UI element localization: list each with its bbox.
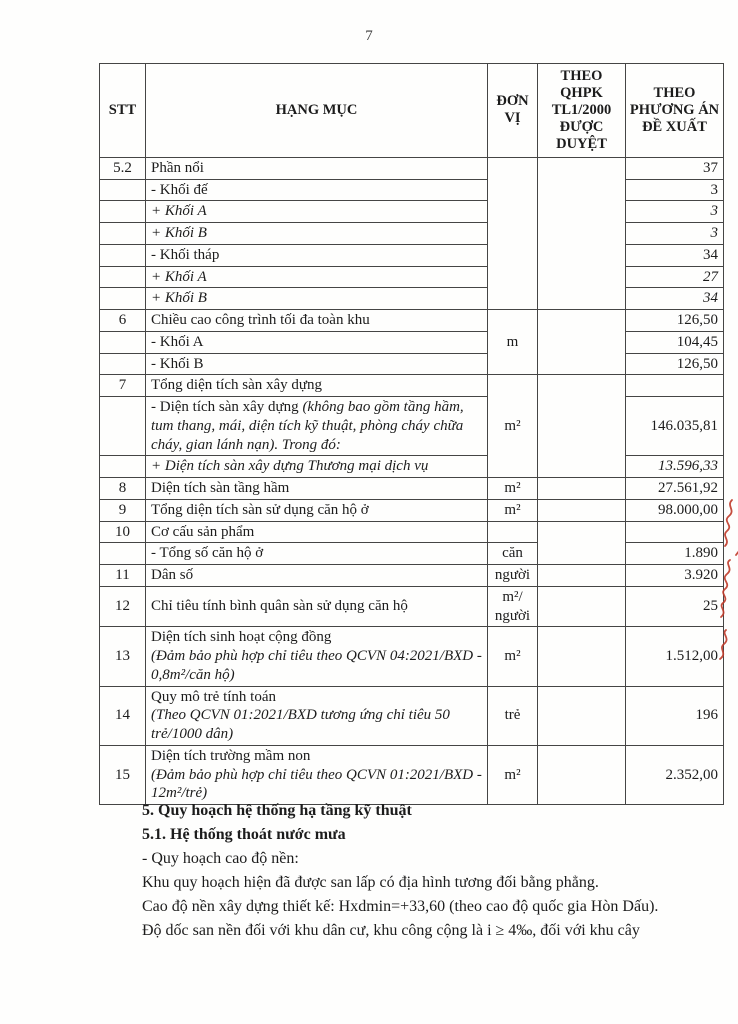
item-name-cell — [146, 375, 488, 397]
item-note-text: (không bao gồm tầng hầm, tum thang, mái, diện tích kỹ thuật, phòng cháy chữa cháy, gian lánh nạn). Trong đó: — [151, 399, 464, 453]
proposed-value-cell: 34 — [626, 288, 724, 310]
column-header-qhpk: THEO QHPK TL1/2000 ĐƯỢC DUYỆT — [538, 64, 626, 158]
table-row — [100, 745, 724, 804]
stt-cell — [100, 266, 146, 288]
proposed-value-cell — [626, 375, 724, 397]
approved-value-cell — [538, 565, 626, 587]
page-number: 7 — [365, 28, 373, 44]
item-note-text: (Đảm bảo phù hợp chỉ tiêu theo QCVN 01:2021/BXD - 12m²/trẻ) — [151, 766, 482, 802]
proposed-value-cell: 3.920 — [626, 565, 724, 587]
proposed-value-cell: 146.035,81 — [626, 397, 724, 456]
item-name-text: + Khối A — [151, 203, 207, 220]
item-name-cell — [146, 478, 488, 500]
unit-cell: m²/ người — [488, 586, 538, 627]
table-row — [100, 157, 724, 179]
red-ink-annotation — [705, 497, 738, 665]
table-row — [100, 288, 724, 310]
stt-cell: 13 — [100, 627, 146, 686]
paragraph: Cao độ nền xây dựng thiết kế: Hxdmin=+33,60 (theo cao độ quốc gia Hòn Dấu). — [142, 898, 659, 915]
item-name-text: + Khối B — [151, 290, 207, 307]
item-name-cell — [146, 456, 488, 478]
item-name-text: Diện tích sàn tầng hầm — [151, 480, 290, 497]
item-name-cell — [146, 397, 488, 456]
table-row — [100, 627, 724, 686]
stt-cell — [100, 397, 146, 456]
proposed-value-cell: 3 — [626, 179, 724, 201]
proposed-value-cell: 25 — [626, 586, 724, 627]
column-header-phuong-an: THEO PHƯƠNG ÁN ĐỀ XUẤT — [626, 64, 724, 158]
item-name-cell — [146, 586, 488, 627]
item-name-text: Tổng diện tích sàn sử dụng căn hộ ở — [151, 501, 369, 518]
approved-value-cell — [538, 586, 626, 627]
red-ink-strokes — [720, 500, 738, 659]
stt-cell: 9 — [100, 499, 146, 521]
item-name-text: - Khối tháp — [151, 246, 220, 263]
item-name-text: + Diện tích sàn xây dựng Thương mại dịch vụ — [151, 458, 429, 475]
approved-value-cell — [538, 157, 626, 309]
item-name-text: - Khối A — [151, 333, 204, 350]
table-row — [100, 179, 724, 201]
paragraph: Khu quy hoạch hiện đã được san lấp có địa hình tương đối bằng phẳng. — [142, 874, 599, 891]
table-row — [100, 456, 724, 478]
item-note-text: (Theo QCVN 01:2021/BXD tương ứng chỉ tiêu 50 trẻ/1000 dân) — [151, 707, 450, 743]
stt-cell — [100, 456, 146, 478]
item-name-text: Diện tích trường mầm non — [151, 747, 311, 764]
stt-cell: 14 — [100, 686, 146, 745]
item-name-text: Chỉ tiêu tính bình quân sàn sử dụng căn hộ — [151, 598, 408, 615]
item-name-text: - Khối đế — [151, 181, 208, 198]
proposed-value-cell: 104,45 — [626, 331, 724, 353]
stt-cell — [100, 179, 146, 201]
stt-cell: 15 — [100, 745, 146, 804]
column-header-hang-muc: HẠNG MỤC — [146, 64, 488, 158]
section-heading-5: 5. Quy hoạch hệ thống hạ tầng kỹ thuật — [142, 802, 412, 819]
unit-cell: m² — [488, 478, 538, 500]
proposed-value-cell: 34 — [626, 244, 724, 266]
stt-cell: 12 — [100, 586, 146, 627]
unit-cell: m² — [488, 499, 538, 521]
section-heading-5-1: 5.1. Hệ thống thoát nước mưa — [142, 826, 346, 843]
proposed-value-cell: 37 — [626, 157, 724, 179]
planning-indicators-table — [99, 63, 724, 805]
item-name-cell — [146, 266, 488, 288]
stt-cell — [100, 223, 146, 245]
table-row — [100, 266, 724, 288]
item-name-cell — [146, 331, 488, 353]
proposed-value-cell: 27 — [626, 266, 724, 288]
proposed-value-cell: 13.596,33 — [626, 456, 724, 478]
item-name-text: - Tổng số căn hộ ở — [151, 545, 264, 562]
table-row — [100, 201, 724, 223]
item-name-cell — [146, 565, 488, 587]
unit-cell: người — [488, 565, 538, 587]
proposed-value-cell: 126,50 — [626, 310, 724, 332]
paragraph: - Quy hoạch cao độ nền: — [142, 850, 299, 867]
proposed-value-cell: 98.000,00 — [626, 499, 724, 521]
stt-cell — [100, 244, 146, 266]
item-name-text: Quy mô trẻ tính toán — [151, 688, 276, 705]
unit-cell: trẻ — [488, 686, 538, 745]
approved-value-cell — [538, 499, 626, 521]
item-name-cell — [146, 288, 488, 310]
table-row — [100, 686, 724, 745]
unit-cell: m² — [488, 375, 538, 478]
item-name-cell — [146, 223, 488, 245]
table-row — [100, 244, 724, 266]
item-name-cell — [146, 353, 488, 375]
item-name-cell — [146, 745, 488, 804]
column-header-don-vi: ĐƠN VỊ — [488, 64, 538, 158]
item-name-cell — [146, 627, 488, 686]
table-row — [100, 353, 724, 375]
item-name-text: Tổng diện tích sàn xây dựng — [151, 377, 323, 394]
item-name-text: Dân số — [151, 567, 194, 584]
approved-value-cell — [538, 521, 626, 565]
unit-cell: m² — [488, 627, 538, 686]
table-row — [100, 310, 724, 332]
table-row — [100, 543, 724, 565]
table-row — [100, 223, 724, 245]
table-row — [100, 331, 724, 353]
table-row — [100, 521, 724, 543]
table-header-row — [100, 64, 724, 158]
proposed-value-cell: 3 — [626, 201, 724, 223]
item-name-cell — [146, 521, 488, 543]
paragraph: Độ dốc san nền đối với khu dân cư, khu công cộng là i ≥ 4‰, đối với khu cây — [142, 922, 640, 939]
proposed-value-cell: 1.890 — [626, 543, 724, 565]
stt-cell — [100, 353, 146, 375]
item-name-text: + Khối A — [151, 268, 207, 285]
unit-cell: căn — [488, 543, 538, 565]
stt-cell: 11 — [100, 565, 146, 587]
approved-value-cell — [538, 745, 626, 804]
table-row — [100, 586, 724, 627]
proposed-value-cell: 1.512,00 — [626, 627, 724, 686]
unit-cell — [488, 157, 538, 309]
unit-cell — [488, 521, 538, 543]
text-section — [108, 799, 708, 943]
stt-cell: 6 — [100, 310, 146, 332]
item-note-text: (Đảm bảo phù hợp chỉ tiêu theo QCVN 04:2021/BXD - 0,8m²/căn hộ) — [151, 648, 482, 683]
table-row — [100, 397, 724, 456]
item-name-cell — [146, 543, 488, 565]
approved-value-cell — [538, 478, 626, 500]
stt-cell: 5.2 — [100, 157, 146, 179]
proposed-value-cell: 196 — [626, 686, 724, 745]
item-name-cell — [146, 201, 488, 223]
item-name-text: Chiều cao công trình tối đa toàn khu — [151, 312, 370, 329]
item-name-cell — [146, 686, 488, 745]
proposed-value-cell: 2.352,00 — [626, 745, 724, 804]
item-name-cell — [146, 244, 488, 266]
stt-cell — [100, 543, 146, 565]
item-name-cell — [146, 157, 488, 179]
unit-cell: m² — [488, 745, 538, 804]
item-name-text: - Diện tích sàn xây dựng — [151, 399, 303, 416]
item-name-text: + Khối B — [151, 225, 207, 242]
item-name-text: - Khối B — [151, 355, 204, 372]
approved-value-cell — [538, 627, 626, 686]
proposed-value-cell: 27.561,92 — [626, 478, 724, 500]
stt-cell: 7 — [100, 375, 146, 397]
item-name-cell — [146, 310, 488, 332]
item-name-text: Diện tích sinh hoạt cộng đồng — [151, 629, 332, 646]
item-name-cell — [146, 179, 488, 201]
table-header — [100, 64, 724, 158]
column-header-stt: STT — [100, 64, 146, 158]
item-name-text: Phần nổi — [151, 159, 204, 176]
stt-cell: 8 — [100, 478, 146, 500]
table-body — [100, 157, 724, 804]
stt-cell — [100, 288, 146, 310]
approved-value-cell — [538, 375, 626, 478]
item-name-text: Cơ cấu sản phẩm — [151, 523, 255, 540]
table-row — [100, 499, 724, 521]
table-row — [100, 478, 724, 500]
item-name-cell — [146, 499, 488, 521]
proposed-value-cell: 3 — [626, 223, 724, 245]
stt-cell — [100, 201, 146, 223]
approved-value-cell — [538, 686, 626, 745]
unit-cell: m — [488, 310, 538, 375]
table-row — [100, 565, 724, 587]
stt-cell: 10 — [100, 521, 146, 543]
proposed-value-cell: 126,50 — [626, 353, 724, 375]
table-row — [100, 375, 724, 397]
approved-value-cell — [538, 310, 626, 375]
stt-cell — [100, 331, 146, 353]
